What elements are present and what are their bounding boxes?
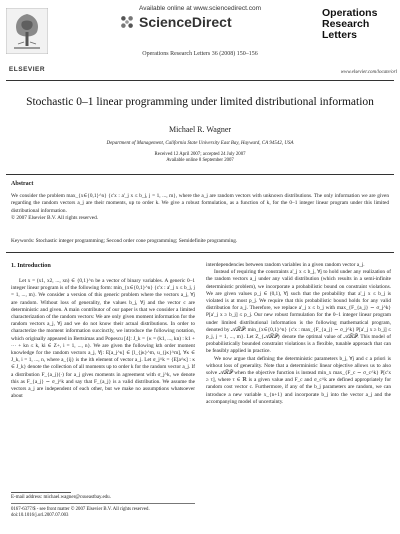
abstract-bottom-rule — [6, 252, 394, 253]
journal-title-line-1: Operations — [322, 7, 378, 19]
author-affiliation: Department of Management, California State University East Bay, Hayward, CA 94542, USA — [106, 141, 294, 146]
abstract-body — [11, 193, 389, 223]
sciencedirect-logo — [118, 13, 232, 35]
left-column — [11, 278, 195, 400]
article-dates — [0, 152, 400, 164]
section-heading: 1. Introduction — [11, 262, 51, 269]
keywords: Keywords: Stochastic integer programming; Second order cone programming; Semidefinite programming. — [11, 238, 238, 244]
footer-rule — [11, 503, 195, 504]
available-date: Available online 8 September 2007 — [166, 158, 234, 163]
right-column — [206, 262, 391, 406]
issn-line: 0167-6377/$ - see front matter © 2007 Elsevier B.V. All rights reserved. — [11, 507, 150, 512]
footer-copyright — [11, 507, 195, 519]
paragraph: interdependencies between random variables in a given random vector a_j. — [206, 262, 365, 268]
journal-url[interactable]: www.elsevier.com/locate/orl — [340, 70, 397, 75]
sciencedirect-icon — [118, 13, 136, 31]
available-online-text: Available online at www.sciencedirect.com — [139, 5, 261, 12]
journal-title-line-2: Research — [322, 18, 370, 30]
paragraph: Instead of requiring the constraints a'_j x ≤ b_j, ∀j to hold under any realization of the random vectors a_j under any valid distribution (which results in a semi-infinite deterministic problem), we incorporate a probabilistic bound on constraint violations. We are given values p_j ∈ (0,1), ∀j such that the probability that a'_j x ≤ b_j is violated is at most p_j. We require that this probabilistic bound holds for any valid distribution for a_j. Therefore, we replace a'_j x ≤ b_j with max_{F_{a_j} ∼ σ_j^k} P[a'_j x ≥ b_j] ≤ p_j. Our new robust formulation for the 0–1 integer linear program under limited distributional information is the following mathematical program, denoted by 𝒜ℛ𝒫: min_{x∈{0,1}^n} {c'x : max_{F_{a_j} ∼ σ_j^k} P[a'_j x ≥ b_j] ≤ p_j, j = 1, ..., m}. Let Z_{𝒜ℛ𝒫} denote the optimal value of 𝒜ℛ𝒫. This model of probabilistically bounded constraint violations is a flexible, tunable approach that can be feasibly applied in practice. — [206, 269, 391, 355]
footnote-rule — [11, 492, 71, 493]
journal-title-line-3: Letters — [322, 29, 358, 41]
doi-line[interactable]: doi:10.1016/j.orl.2007.07.003 — [11, 513, 69, 518]
sciencedirect-wordmark: ScienceDirect — [139, 14, 232, 31]
received-date: Received 12 April 2007; accepted 24 July 2007 — [154, 152, 246, 157]
article-author: Michael R. Wagner — [168, 125, 232, 134]
article-title: Stochastic 0–1 linear programming under limited distributional information — [26, 96, 374, 108]
paragraph: We now argue that defining the deterministic parameters b_j, ∀j and c a priori is without loss of generality. Note that a deterministic linear objective allows us to also solve 𝒜ℛ𝒫 when the objective function is instead min_x max_{F_c ∼ σ_c^k} P[c'x ≥ τ], where τ ∈ ℝ is a given value and F_c and σ_c^k are defined appropriately for random cost vector c. Furthermore, if any of the b_j parameters are random, we can introduce a new variable x_{n+1} and incorporate b_j into the vector a_j and the accompanying model of uncertainty. — [206, 355, 391, 405]
abstract-top-rule — [6, 174, 394, 175]
header-rule — [6, 80, 394, 81]
author-email[interactable]: E-mail address: michael.wagner@csueastbay.edu. — [11, 495, 111, 500]
paragraph: Let x = (x1, x2, ..., xn) ∈ {0,1}^n be a vector of binary variables. A generic 0–1 integer linear program is of the following form: min_{x∈{0,1}^n} {c'x : a'_j x ≤ b_j, j = 1, ..., m}. We consider a version of this generic problem where the vectors a_j, ∀j are random. Without loss of generality, the values b_j, ∀j and the vector c are deterministic and given. A main contributor of our paper is that we consider a limited characterization of the random vectors: We are only given moment information for the random vectors a_j, ∀j and we do not know their actual distributions. In order to characterize the moment information succinctly, we introduce the following notation, which originally appeared in Bertsimas and Popescu [4]: J_k = {κ = (k1, ..., kn) : k1 + ··· + kn ≤ k, ki ∈ Z+, i = 1, ..., n}. We are given the following kth order moment knowledge for the random vectors a_j, ∀j: E[a_j^κ] ∈ [l_{jκ}^m, u_{jκ}^m], ∀κ ∈ J_k, i = 1, ..., n, where a_{ij} is the ith element of vector a_j. Let σ_j^k = {E[a^κ] : κ ∈ J_k} denote the collection of all moments up to order k for the random vector a_j. If a distribution F_{a_j}(·) for a_j gives moments in agreement with σ_j^k, we denote this as F_{a_j} ∼ σ_j^k and say that F_{a_j} is a valid distribution. We assume the vectors a_j are independent of each other, but we make no assumptions whatsoever about — [11, 278, 195, 400]
abstract-text: We consider the problem max_{x∈{0,1}^n} {c'x : a'_j x ≤ b_j, j = 1, ..., m}, where the a_j are random vectors with unknown distributions. The only information we are given regarding the random vectors a_j are their moments, up to order k. We give a robust formulation, as a function of k, for the 0–1 integer linear program under this limited distributional information. — [11, 193, 389, 214]
journal-title — [322, 8, 394, 41]
journal-citation: Operations Research Letters 36 (2008) 150–156 — [142, 51, 258, 57]
elsevier-tree-logo-icon — [6, 8, 48, 54]
abstract-heading: Abstract — [11, 181, 34, 187]
abstract-copyright: © 2007 Elsevier B.V. All rights reserved. — [11, 215, 99, 222]
publisher-name: ELSEVIER — [8, 66, 46, 73]
